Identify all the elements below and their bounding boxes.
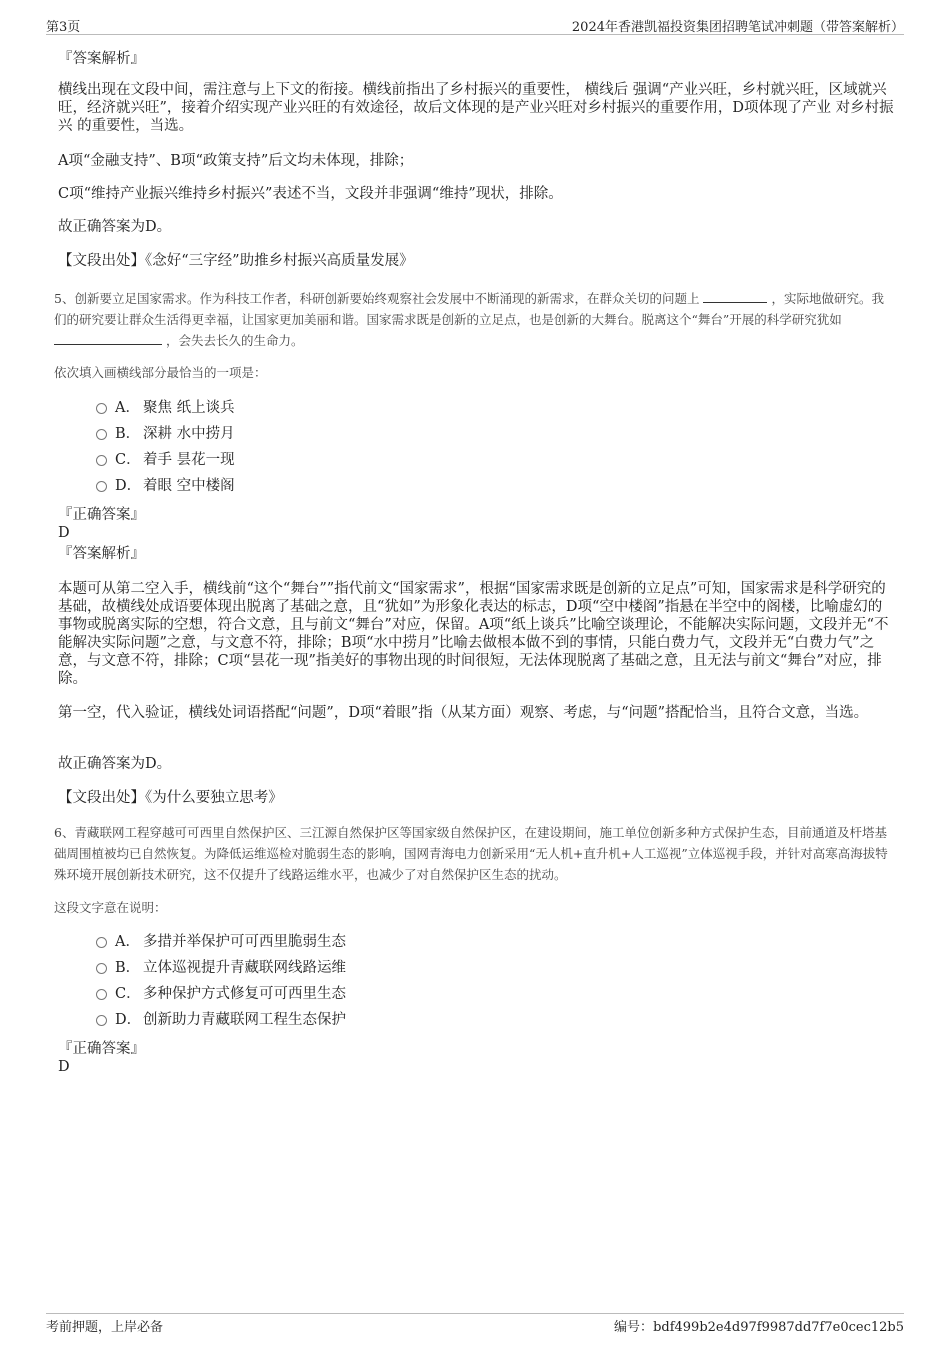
serial-number: bdf499b2e4d97f9987dd7f7e0cec12b5 [653,1320,904,1335]
q5-answer: D [58,525,70,541]
option-letter: B． [115,426,141,442]
q5-answer-label: 『正确答案』 [58,507,145,523]
radio-button[interactable] [96,455,107,466]
radio-button[interactable] [96,1015,107,1026]
option-letter: D． [115,478,142,494]
q5-stem-part3: ，会失去长久的生命力。 [165,333,304,348]
radio-button[interactable] [96,403,107,414]
option-letter: B． [115,960,141,976]
q4-analysis-p2: A项“金融支持”、B项“政策支持”后文均未体现，排除； [58,153,414,169]
page-number: 第3页 [46,20,81,35]
q4-analysis-p4: 故正确答案为D。 [58,219,172,235]
q6-answer-label: 『正确答案』 [58,1041,145,1057]
radio-button[interactable] [96,989,107,1000]
option-text: 立体巡视提升青藏联网线路运维 [143,960,346,976]
q5-stem-part1: 5、创新要立足国家需求。作为科技工作者，科研创新要始终观察社会发展中不断涌现的新需求，在群众关切的问题上 [54,291,700,306]
q5-analysis-p2: 第一空，代入验证，横线处词语搭配“问题”，D项“着眼”指（从某方面）观察、考虑，与“问题”搭配恰当，且符合文意，当选。 [58,705,869,721]
q5-source: 【文段出处】《为什么要独立思考》 [58,790,283,806]
option-text: 聚焦 纸上谈兵 [143,400,235,416]
page-footer [46,1313,904,1334]
serial-label: 编号： [614,1320,654,1335]
q5-analysis-label: 『答案解析』 [58,546,145,562]
q5-analysis-p3: 故正确答案为D。 [58,756,172,772]
option-letter: C． [115,986,141,1002]
option-letter: A． [115,400,140,416]
option-letter: D． [115,1012,142,1028]
option-text: 深耕 水中捞月 [143,426,235,442]
radio-button[interactable] [96,937,107,948]
option-text: 着手 昙花一现 [143,452,235,468]
q5-stem-part2: ，实际地做研究。我们的研究要让群众生活得更幸福，让国家更加美丽和谐。国家需求既是创新的立足点，也是创新的大舞台。脱离这个“舞台”开展的科学研究犹如 [54,291,884,327]
page-header [46,14,904,35]
q5-stem [54,288,896,351]
option-letter: C． [115,452,141,468]
q6-stem: 6、青藏联网工程穿越可可西里自然保护区、三江源自然保护区等国家级自然保护区，在建设期间，施工单位创新多种方式保护生态，目前通道及杆塔基础周围植被均已自然恢复。为降低运维巡检对脆弱生态的影响，国网青海电力创新采用“无人机+直升机+人工巡视”立体巡视手段，并针对高寒高海拔特殊环境开展创新技术研究，这不仅提升了线路运维水平，也减少了对自然保护区生态的扰动。 [54,825,888,882]
document-title: 2024年香港凯福投资集团招聘笔试冲刺题（带答案解析） [571,20,904,35]
q6-answer: D [58,1059,70,1075]
option-text: 着眼 空中楼阁 [143,478,235,494]
radio-button[interactable] [96,429,107,440]
radio-button[interactable] [96,963,107,974]
q5-prompt: 依次填入画横线部分最恰当的一项是： [54,365,267,380]
footer-slogan: 考前押题，上岸必备 [46,1320,164,1335]
q5-analysis-p1: 本题可从第二空入手，横线前“这个“舞台””指代前文“国家需求”，根据“国家需求既是创新的立足点”可知，国家需求是科学研究的基础，故横线处成语要体现出脱离了基础之意，且“犹如”为形象化表达的标志，D项“空中楼阁”指悬在半空中的阁楼，比喻虚幻的事物或脱离实际的空想，符合文意，且与前文“舞台”对应，保留。A项“纸上谈兵”比喻空谈理论，不能解决实际问题，文段并无“不能解决实际问题”之意，与文意不符，排除；B项“水中捞月”比喻去做根本做不到的事情，只能白费力气，文段并无“白费力气”之意，与文意不符，排除；C项“昙花一现”指美好的事物出现的时间很短，无法体现脱离了基础之意，且无法与前文“舞台”对应，排除。 [58,581,889,687]
q4-analysis-p3: C项“维持产业振兴维持乡村振兴”表述不当，文段并非强调“维持”现状，排除。 [58,186,563,202]
footer-serial [614,1316,904,1335]
option-text: 多措并举保护可可西里脆弱生态 [143,934,346,950]
q4-analysis-label: 『答案解析』 [58,51,145,67]
radio-button[interactable] [96,481,107,492]
q5-blank-1 [703,289,767,303]
q5-blank-2 [54,331,162,345]
q4-source: 【文段出处】《念好“三字经”助推乡村振兴高质量发展》 [58,253,414,269]
option-text: 创新助力青藏联网工程生态保护 [143,1012,346,1028]
option-letter: A． [115,934,140,950]
option-text: 多种保护方式修复可可西里生态 [143,986,346,1002]
q6-prompt: 这段文字意在说明： [54,900,167,915]
q4-analysis-p1: 横线出现在文段中间，需注意与上下文的衔接。横线前指出了乡村振兴的重要性， 横线后 强调“产业兴旺，乡村就兴旺，区域就兴旺，经济就兴旺”，接着介绍实现产业兴旺的有效途径，故后文体现的是产业兴旺对乡村振兴的重要作用，D项体现了产业 对乡村振兴 的重要性，当选。 [58,82,894,134]
